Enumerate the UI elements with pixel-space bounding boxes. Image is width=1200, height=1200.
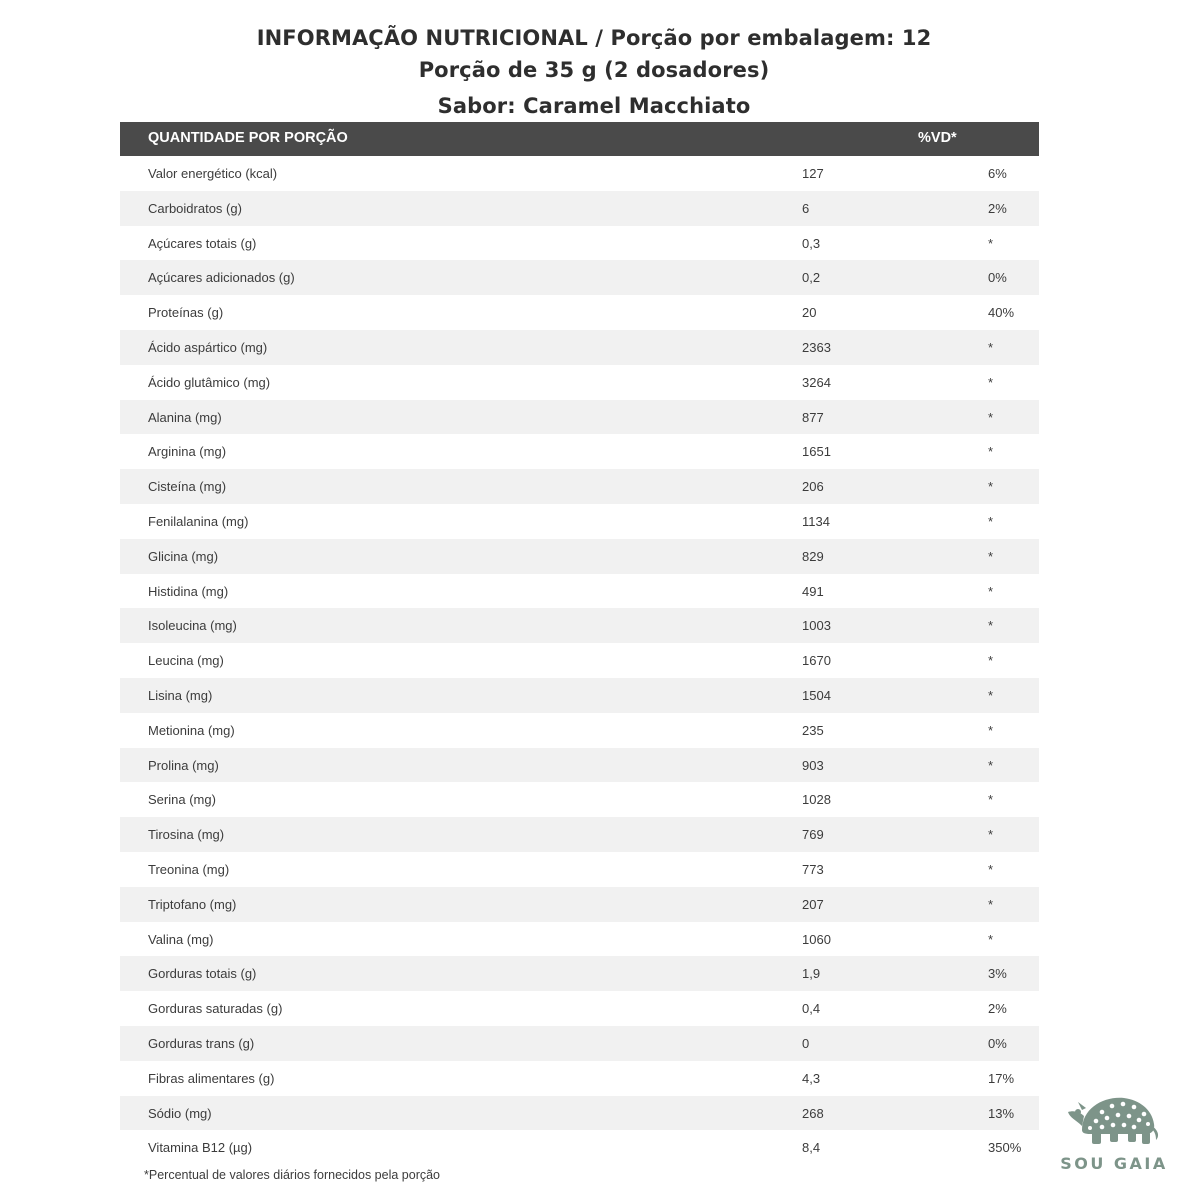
nutrient-name: Lisina (mg) bbox=[148, 687, 213, 703]
table-row bbox=[120, 1026, 1039, 1061]
nutrient-name: Gorduras saturadas (g) bbox=[148, 1001, 283, 1017]
nutrient-quantity: 0,2 bbox=[802, 270, 821, 286]
nutrient-name: Valina (mg) bbox=[148, 931, 214, 947]
nutrient-name: Isoleucina (mg) bbox=[148, 618, 237, 634]
nutrient-daily-value: 2% bbox=[988, 1001, 1007, 1017]
table-row bbox=[120, 643, 1039, 678]
nutrient-name: Ácido aspártico (mg) bbox=[148, 339, 268, 355]
table-row bbox=[120, 156, 1039, 191]
nutrient-daily-value: 17% bbox=[988, 1070, 1015, 1086]
nutrient-name: Gorduras totais (g) bbox=[148, 966, 257, 982]
nutrient-name: Açúcares totais (g) bbox=[148, 235, 257, 251]
table-row bbox=[120, 852, 1039, 887]
nutrient-name: Arginina (mg) bbox=[148, 444, 227, 460]
title-line-1: INFORMAÇÃO NUTRICIONAL / Porção por embalagem: 12 bbox=[256, 26, 932, 50]
nutrient-quantity: 0 bbox=[802, 1035, 810, 1051]
table-row bbox=[120, 1130, 1039, 1165]
table-row bbox=[120, 539, 1039, 574]
nutrient-daily-value: 0% bbox=[988, 1035, 1007, 1051]
nutrient-quantity: 1003 bbox=[802, 618, 831, 634]
nutrient-quantity: 1134 bbox=[802, 513, 830, 529]
table-row bbox=[120, 330, 1039, 365]
nutrient-name: Proteínas (g) bbox=[148, 305, 224, 321]
brand-name: SOU GAIA bbox=[1060, 1154, 1168, 1173]
nutrient-name: Metionina (mg) bbox=[148, 722, 235, 738]
nutrient-name: Valor energético (kcal) bbox=[148, 166, 278, 181]
nutrient-name: Carboidratos (g) bbox=[148, 200, 242, 216]
table-row bbox=[120, 365, 1039, 400]
nutrient-daily-value: * bbox=[988, 861, 994, 877]
nutrient-daily-value: 40% bbox=[988, 305, 1015, 321]
nutrient-quantity: 829 bbox=[802, 548, 824, 564]
nutrient-quantity: 8,4 bbox=[802, 1140, 821, 1156]
nutrient-daily-value: * bbox=[988, 235, 994, 251]
nutrient-daily-value: 2% bbox=[988, 200, 1007, 216]
nutrient-quantity: 20 bbox=[802, 305, 817, 321]
armadillo-icon bbox=[1068, 1090, 1160, 1152]
table-header bbox=[120, 122, 1039, 156]
table-row bbox=[120, 574, 1039, 609]
nutrient-daily-value: * bbox=[988, 583, 994, 599]
nutrient-quantity: 1,9 bbox=[802, 966, 821, 982]
nutrient-daily-value: * bbox=[988, 687, 994, 703]
table-row bbox=[120, 504, 1039, 539]
nutrient-name: Glicina (mg) bbox=[148, 548, 219, 564]
nutrient-quantity: 6 bbox=[802, 200, 810, 216]
nutrient-daily-value: 3% bbox=[988, 966, 1007, 982]
table-row bbox=[120, 191, 1039, 226]
nutrient-daily-value: 6% bbox=[988, 166, 1007, 181]
nutrient-quantity: 127 bbox=[802, 166, 824, 181]
nutrient-daily-value: * bbox=[988, 513, 994, 529]
table-row bbox=[120, 817, 1039, 852]
nutrient-name: Gorduras trans (g) bbox=[148, 1035, 255, 1051]
nutrient-name: Ácido glutâmico (mg) bbox=[148, 374, 271, 390]
nutrient-daily-value: * bbox=[988, 792, 994, 808]
table-row bbox=[120, 226, 1039, 261]
nutrient-quantity: 491 bbox=[802, 583, 824, 599]
table-row bbox=[120, 678, 1039, 713]
nutrient-name: Serina (mg) bbox=[148, 792, 216, 808]
nutrient-quantity: 0,4 bbox=[802, 1001, 821, 1017]
column-header-quantity: QUANTIDADE POR PORÇÃO bbox=[148, 130, 348, 146]
nutrient-daily-value: * bbox=[988, 548, 994, 564]
table-row bbox=[120, 400, 1039, 435]
table-row bbox=[120, 434, 1039, 469]
nutrient-daily-value: * bbox=[988, 757, 994, 773]
nutrient-quantity: 773 bbox=[802, 861, 824, 877]
nutrient-name: Açúcares adicionados (g) bbox=[148, 270, 295, 286]
table-row bbox=[120, 1096, 1039, 1131]
page-title bbox=[0, 22, 1188, 122]
nutrient-name: Leucina (mg) bbox=[148, 653, 224, 669]
nutrient-name: Cisteína (mg) bbox=[148, 479, 227, 495]
nutrient-daily-value: * bbox=[988, 409, 994, 425]
nutrient-daily-value: * bbox=[988, 722, 994, 738]
nutrient-quantity: 2363 bbox=[802, 339, 831, 355]
nutrient-quantity: 1028 bbox=[802, 792, 831, 808]
table-body bbox=[120, 156, 1039, 1165]
nutrient-daily-value: * bbox=[988, 653, 994, 669]
table-row bbox=[120, 887, 1039, 922]
table-row bbox=[120, 956, 1039, 991]
title-line-2: Porção de 35 g (2 dosadores) bbox=[418, 58, 770, 82]
nutrient-name: Fenilalanina (mg) bbox=[148, 513, 249, 529]
nutrient-name: Alanina (mg) bbox=[148, 409, 222, 425]
nutrient-daily-value: 13% bbox=[988, 1105, 1015, 1121]
nutrient-name: Prolina (mg) bbox=[148, 757, 219, 773]
nutrient-quantity: 0,3 bbox=[802, 235, 821, 251]
nutrient-quantity: 207 bbox=[802, 896, 824, 912]
table-row bbox=[120, 748, 1039, 783]
nutrient-daily-value: * bbox=[988, 339, 994, 355]
nutrient-quantity: 235 bbox=[802, 722, 824, 738]
nutrient-daily-value: * bbox=[988, 827, 994, 843]
flavor-line: Sabor: Caramel Macchiato bbox=[437, 94, 751, 118]
nutrition-table bbox=[120, 122, 1039, 1165]
nutrient-name: Sódio (mg) bbox=[148, 1105, 212, 1121]
table-row bbox=[120, 991, 1039, 1026]
nutrient-daily-value: * bbox=[988, 618, 994, 634]
nutrient-quantity: 206 bbox=[802, 479, 824, 495]
nutrient-daily-value: * bbox=[988, 374, 994, 390]
nutrient-name: Fibras alimentares (g) bbox=[148, 1070, 275, 1086]
nutrient-quantity: 268 bbox=[802, 1105, 824, 1121]
nutrient-daily-value: * bbox=[988, 479, 994, 495]
nutrient-name: Histidina (mg) bbox=[148, 583, 229, 599]
nutrient-quantity: 1060 bbox=[802, 931, 831, 947]
nutrient-quantity: 1651 bbox=[802, 444, 831, 460]
nutrient-name: Tirosina (mg) bbox=[148, 827, 225, 843]
table-row bbox=[120, 1061, 1039, 1096]
nutrient-daily-value: * bbox=[988, 444, 994, 460]
nutrient-name: Vitamina B12 (µg) bbox=[148, 1140, 253, 1156]
nutrient-quantity: 1670 bbox=[802, 653, 831, 669]
table-row bbox=[120, 922, 1039, 957]
nutrient-daily-value: 350% bbox=[988, 1140, 1022, 1156]
nutrient-daily-value: * bbox=[988, 931, 994, 947]
nutrient-quantity: 4,3 bbox=[802, 1070, 821, 1086]
table-row bbox=[120, 295, 1039, 330]
nutrient-quantity: 877 bbox=[802, 409, 824, 425]
nutrient-name: Treonina (mg) bbox=[148, 861, 230, 877]
nutrient-daily-value: 0% bbox=[988, 270, 1007, 286]
table-row bbox=[120, 260, 1039, 295]
footnote: *Percentual de valores diários fornecidos pela porção bbox=[144, 1168, 441, 1182]
brand-logo bbox=[1048, 1090, 1180, 1180]
nutrient-name: Triptofano (mg) bbox=[148, 896, 237, 912]
nutrient-quantity: 769 bbox=[802, 827, 824, 843]
nutrient-quantity: 1504 bbox=[802, 687, 831, 703]
column-header-vd: %VD* bbox=[918, 130, 957, 146]
table-row bbox=[120, 782, 1039, 817]
nutrient-daily-value: * bbox=[988, 896, 994, 912]
table-row bbox=[120, 469, 1039, 504]
nutrient-quantity: 903 bbox=[802, 757, 824, 773]
table-row bbox=[120, 608, 1039, 643]
nutrient-quantity: 3264 bbox=[802, 374, 831, 390]
table-row bbox=[120, 713, 1039, 748]
